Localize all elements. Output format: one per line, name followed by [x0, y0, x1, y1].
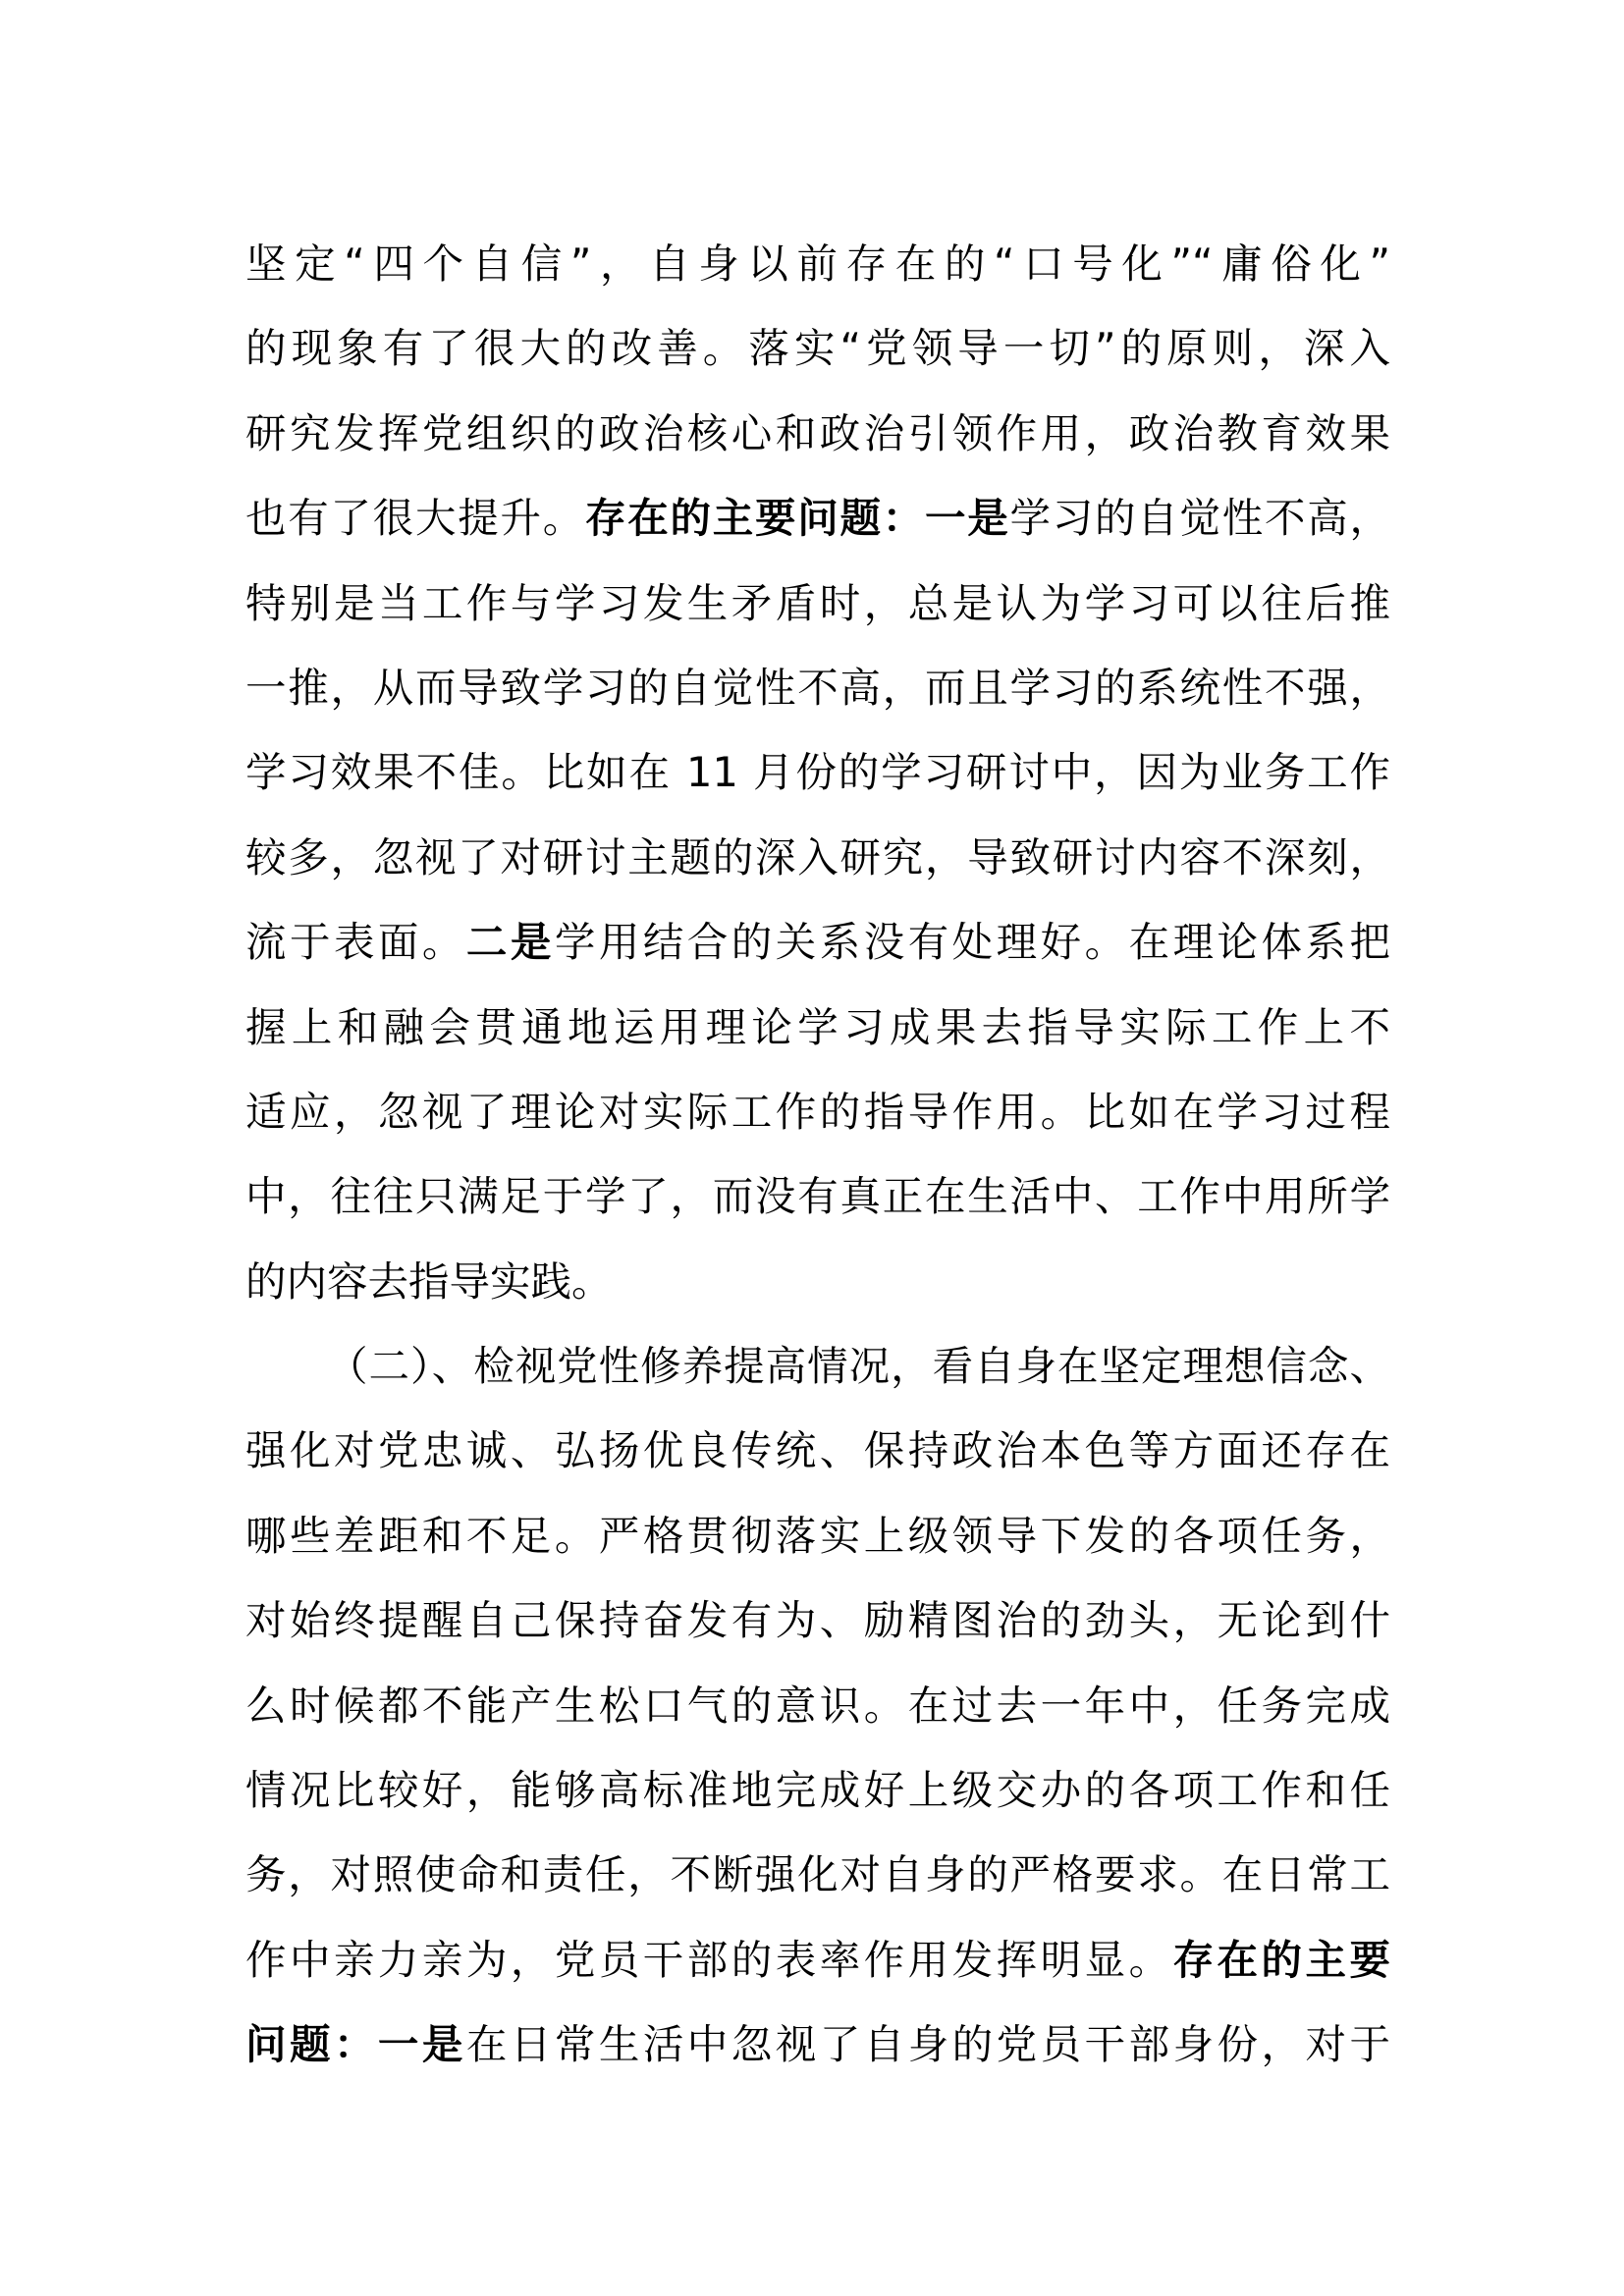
- text-segment: 务，对照使命和责任，不断强化对自身的严格要求。在日常工: [245, 1850, 1390, 1899]
- text-segment: 坚定“四个自信”，自身以前存在的“口号化”“庸俗化”: [245, 240, 1390, 288]
- text-segment: 学习的自觉性不高，: [1009, 494, 1390, 543]
- text-line: [245, 1833, 1390, 1917]
- bold-text-segment: 问题：一是: [245, 2020, 466, 2069]
- text-line: [245, 1748, 1390, 1833]
- bold-text-segment: 存在的主要问题：一是: [585, 494, 1010, 543]
- text-segment: 哪些差距和不足。严格贯彻落实上级领导下发的各项任务，: [245, 1511, 1390, 1560]
- text-segment: 情况比较好，能够高标准地完成好上级交办的各项工作和任: [245, 1766, 1390, 1815]
- text-segment: 特别是当工作与学习发生矛盾时，总是认为学习可以往后推: [245, 578, 1390, 627]
- text-line: [245, 986, 1390, 1070]
- text-line: [245, 306, 1390, 391]
- text-segment: 研究发挥党组织的政治核心和政治引领作用，政治教育效果: [245, 408, 1390, 457]
- text-line: [245, 392, 1390, 476]
- text-line: [245, 816, 1390, 900]
- text-segment: 握上和融会贯通地运用理论学习成果去指导实际工作上不: [245, 1002, 1390, 1051]
- text-line: [245, 2002, 1390, 2087]
- bold-text-segment: 存在的主要: [1172, 1935, 1390, 1984]
- text-segment: 较多，忽视了对研讨主题的深入研究，导致研讨内容不深刻，: [245, 832, 1390, 881]
- text-segment: 中，往往只满足于学了，而没有真正在生活中、工作中用所学: [245, 1172, 1390, 1221]
- text-line: [245, 1070, 1390, 1154]
- text-segment: 一推，从而导致学习的自觉性不高，而且学习的系统性不强，: [245, 663, 1390, 712]
- text-line: [245, 1324, 1390, 1409]
- text-line: [245, 476, 1390, 561]
- text-segment: 适应，忽视了理论对实际工作的指导作用。比如在学习过程: [245, 1087, 1390, 1136]
- text-segment: 学习效果不佳。比如在 11 月份的学习研讨中，因为业务工作: [245, 748, 1390, 797]
- text-line: [245, 1240, 1390, 1324]
- text-segment: 学用结合的关系没有处理好。在理论体系把: [554, 918, 1390, 967]
- text-line: [245, 730, 1390, 815]
- bold-text-segment: 二是: [465, 918, 555, 967]
- text-line: [245, 1409, 1390, 1493]
- text-line: [245, 900, 1390, 985]
- text-segment: 流于表面。: [245, 918, 466, 967]
- text-line: [245, 1494, 1390, 1578]
- text-segment: 么时候都不能产生松口气的意识。在过去一年中，任务完成: [245, 1681, 1390, 1730]
- text-line: [245, 1918, 1390, 2002]
- text-line: [245, 561, 1390, 646]
- text-segment: 作中亲力亲为，党员干部的表率作用发挥明显。: [245, 1935, 1173, 1984]
- text-segment: 对始终提醒自己保持奋发有为、励精图治的劲头，无论到什: [245, 1596, 1390, 1645]
- text-segment: （二）、检视党性修养提高情况，看自身在坚定理想信念、: [327, 1342, 1390, 1391]
- text-segment: 的内容去指导实践。: [245, 1256, 613, 1306]
- text-line: [245, 1664, 1390, 1748]
- body-text: [245, 222, 1390, 2088]
- text-segment: 的现象有了很大的改善。落实“党领导一切”的原则，深入: [245, 324, 1390, 373]
- text-segment: 强化对党忠诚、弘扬优良传统、保持政治本色等方面还存在: [245, 1426, 1390, 1475]
- text-line: [245, 1578, 1390, 1663]
- text-line: [245, 1154, 1390, 1239]
- text-segment: 也有了很大提升。: [245, 494, 585, 543]
- text-line: [245, 222, 1390, 306]
- text-line: [245, 646, 1390, 730]
- text-segment: 在日常生活中忽视了自身的党员干部身份，对于: [465, 2020, 1390, 2069]
